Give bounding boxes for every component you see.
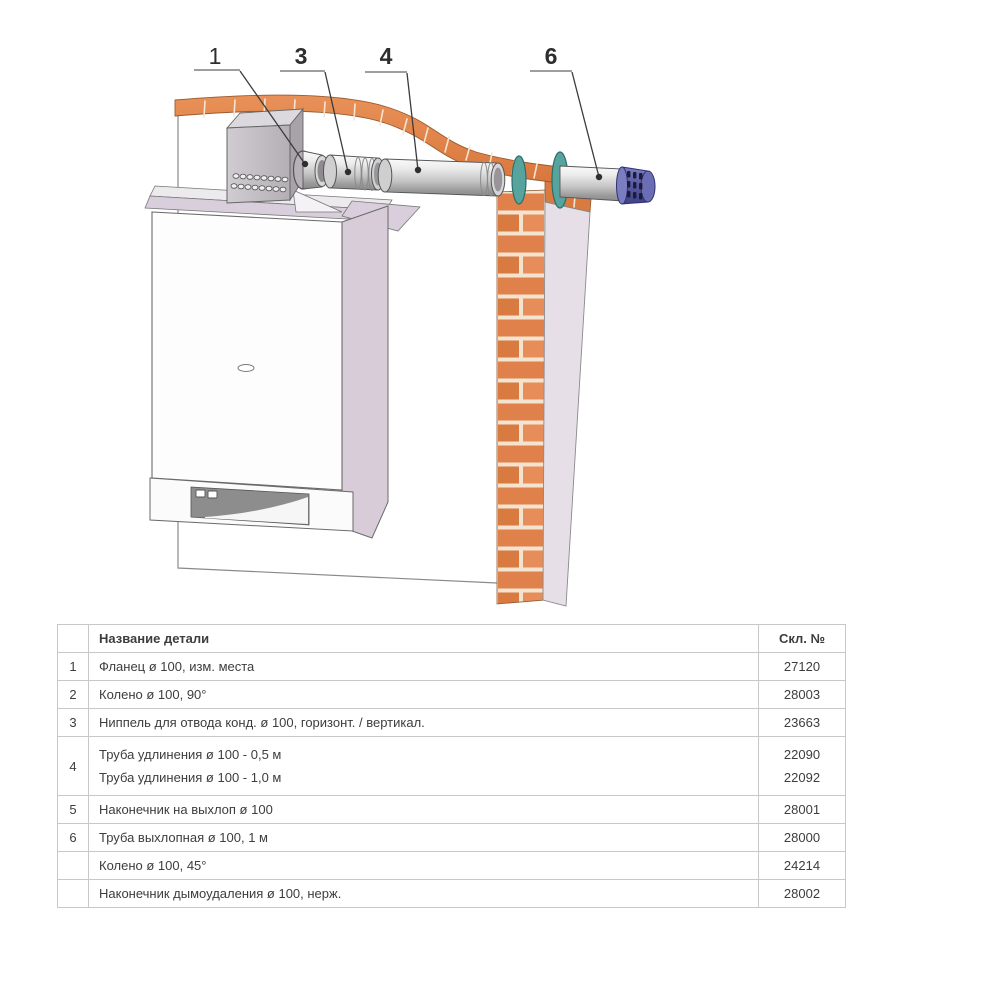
part-name-cell: Колено ø 100, 90° bbox=[89, 681, 759, 709]
header-name-cell: Название детали bbox=[89, 625, 759, 653]
part-sku-line: 22090 bbox=[783, 747, 821, 762]
table-row bbox=[58, 681, 846, 709]
part-sku-cell: 28002 bbox=[759, 880, 846, 908]
extension-pipe-part bbox=[378, 159, 505, 196]
boiler-side-panel bbox=[342, 206, 388, 538]
part-name-line: Труба удлинения ø 100 - 0,5 м bbox=[99, 747, 282, 762]
part-number-cell: 6 bbox=[58, 824, 89, 852]
table-row bbox=[58, 709, 846, 737]
condensate-nipple-part bbox=[324, 155, 385, 191]
part-sku-cell: 28003 bbox=[759, 681, 846, 709]
parts-table-container bbox=[57, 624, 846, 908]
part-name-cell: Наконечник дымоудаления ø 100, нерж. bbox=[89, 880, 759, 908]
part-sku-cell: 24214 bbox=[759, 852, 846, 880]
table-row bbox=[58, 852, 846, 880]
diagram-label-1: 1 bbox=[208, 43, 222, 69]
part-name-cell: Наконечник на выхлоп ø 100 bbox=[89, 796, 759, 824]
part-name-cell: Колено ø 100, 45° bbox=[89, 852, 759, 880]
part-name-cell bbox=[89, 737, 759, 796]
table-header-row bbox=[58, 625, 846, 653]
control-button bbox=[196, 490, 205, 497]
part-name-cell: Фланец ø 100, изм. места bbox=[89, 653, 759, 681]
diagram-label-4: 4 bbox=[379, 43, 393, 69]
part-number-cell: 3 bbox=[58, 709, 89, 737]
parts-table bbox=[57, 624, 846, 908]
part-sku-cell: 28001 bbox=[759, 796, 846, 824]
table-row bbox=[58, 796, 846, 824]
diagram-label-6: 6 bbox=[544, 43, 558, 69]
part-number-cell bbox=[58, 852, 89, 880]
wall-side-face bbox=[543, 178, 592, 606]
part-number-cell: 5 bbox=[58, 796, 89, 824]
part-sku-cell bbox=[759, 737, 846, 796]
wall-ring-front bbox=[512, 156, 526, 204]
terminal-cap bbox=[617, 167, 656, 204]
part-number-cell: 4 bbox=[58, 737, 89, 796]
part-sku-line: 22092 bbox=[783, 770, 821, 785]
part-name-line: Труба удлинения ø 100 - 1,0 м bbox=[99, 770, 282, 785]
front-slot bbox=[238, 365, 254, 372]
part-number-cell bbox=[58, 880, 89, 908]
part-sku-cell: 28000 bbox=[759, 824, 846, 852]
control-button bbox=[208, 491, 217, 498]
part-name-cell: Ниппель для отвода конд. ø 100, горизонт. / вертикал. bbox=[89, 709, 759, 737]
boiler bbox=[145, 186, 420, 538]
part-name-cell: Труба выхлопная ø 100, 1 м bbox=[89, 824, 759, 852]
terminal-vents bbox=[627, 171, 642, 200]
table-row bbox=[58, 824, 846, 852]
flue-adapter-box bbox=[227, 109, 303, 203]
boiler-front-panel bbox=[152, 212, 342, 490]
part-sku-cell: 27120 bbox=[759, 653, 846, 681]
table-row bbox=[58, 737, 846, 796]
part-number-cell: 1 bbox=[58, 653, 89, 681]
header-sku-cell: Скл. № bbox=[759, 625, 846, 653]
brick-pillar bbox=[497, 190, 545, 604]
table-row bbox=[58, 880, 846, 908]
header-number-cell bbox=[58, 625, 89, 653]
table-row bbox=[58, 653, 846, 681]
part-sku-cell: 23663 bbox=[759, 709, 846, 737]
diagram-label-3: 3 bbox=[294, 43, 308, 69]
exhaust-pipe-part bbox=[560, 166, 655, 204]
part-number-cell: 2 bbox=[58, 681, 89, 709]
